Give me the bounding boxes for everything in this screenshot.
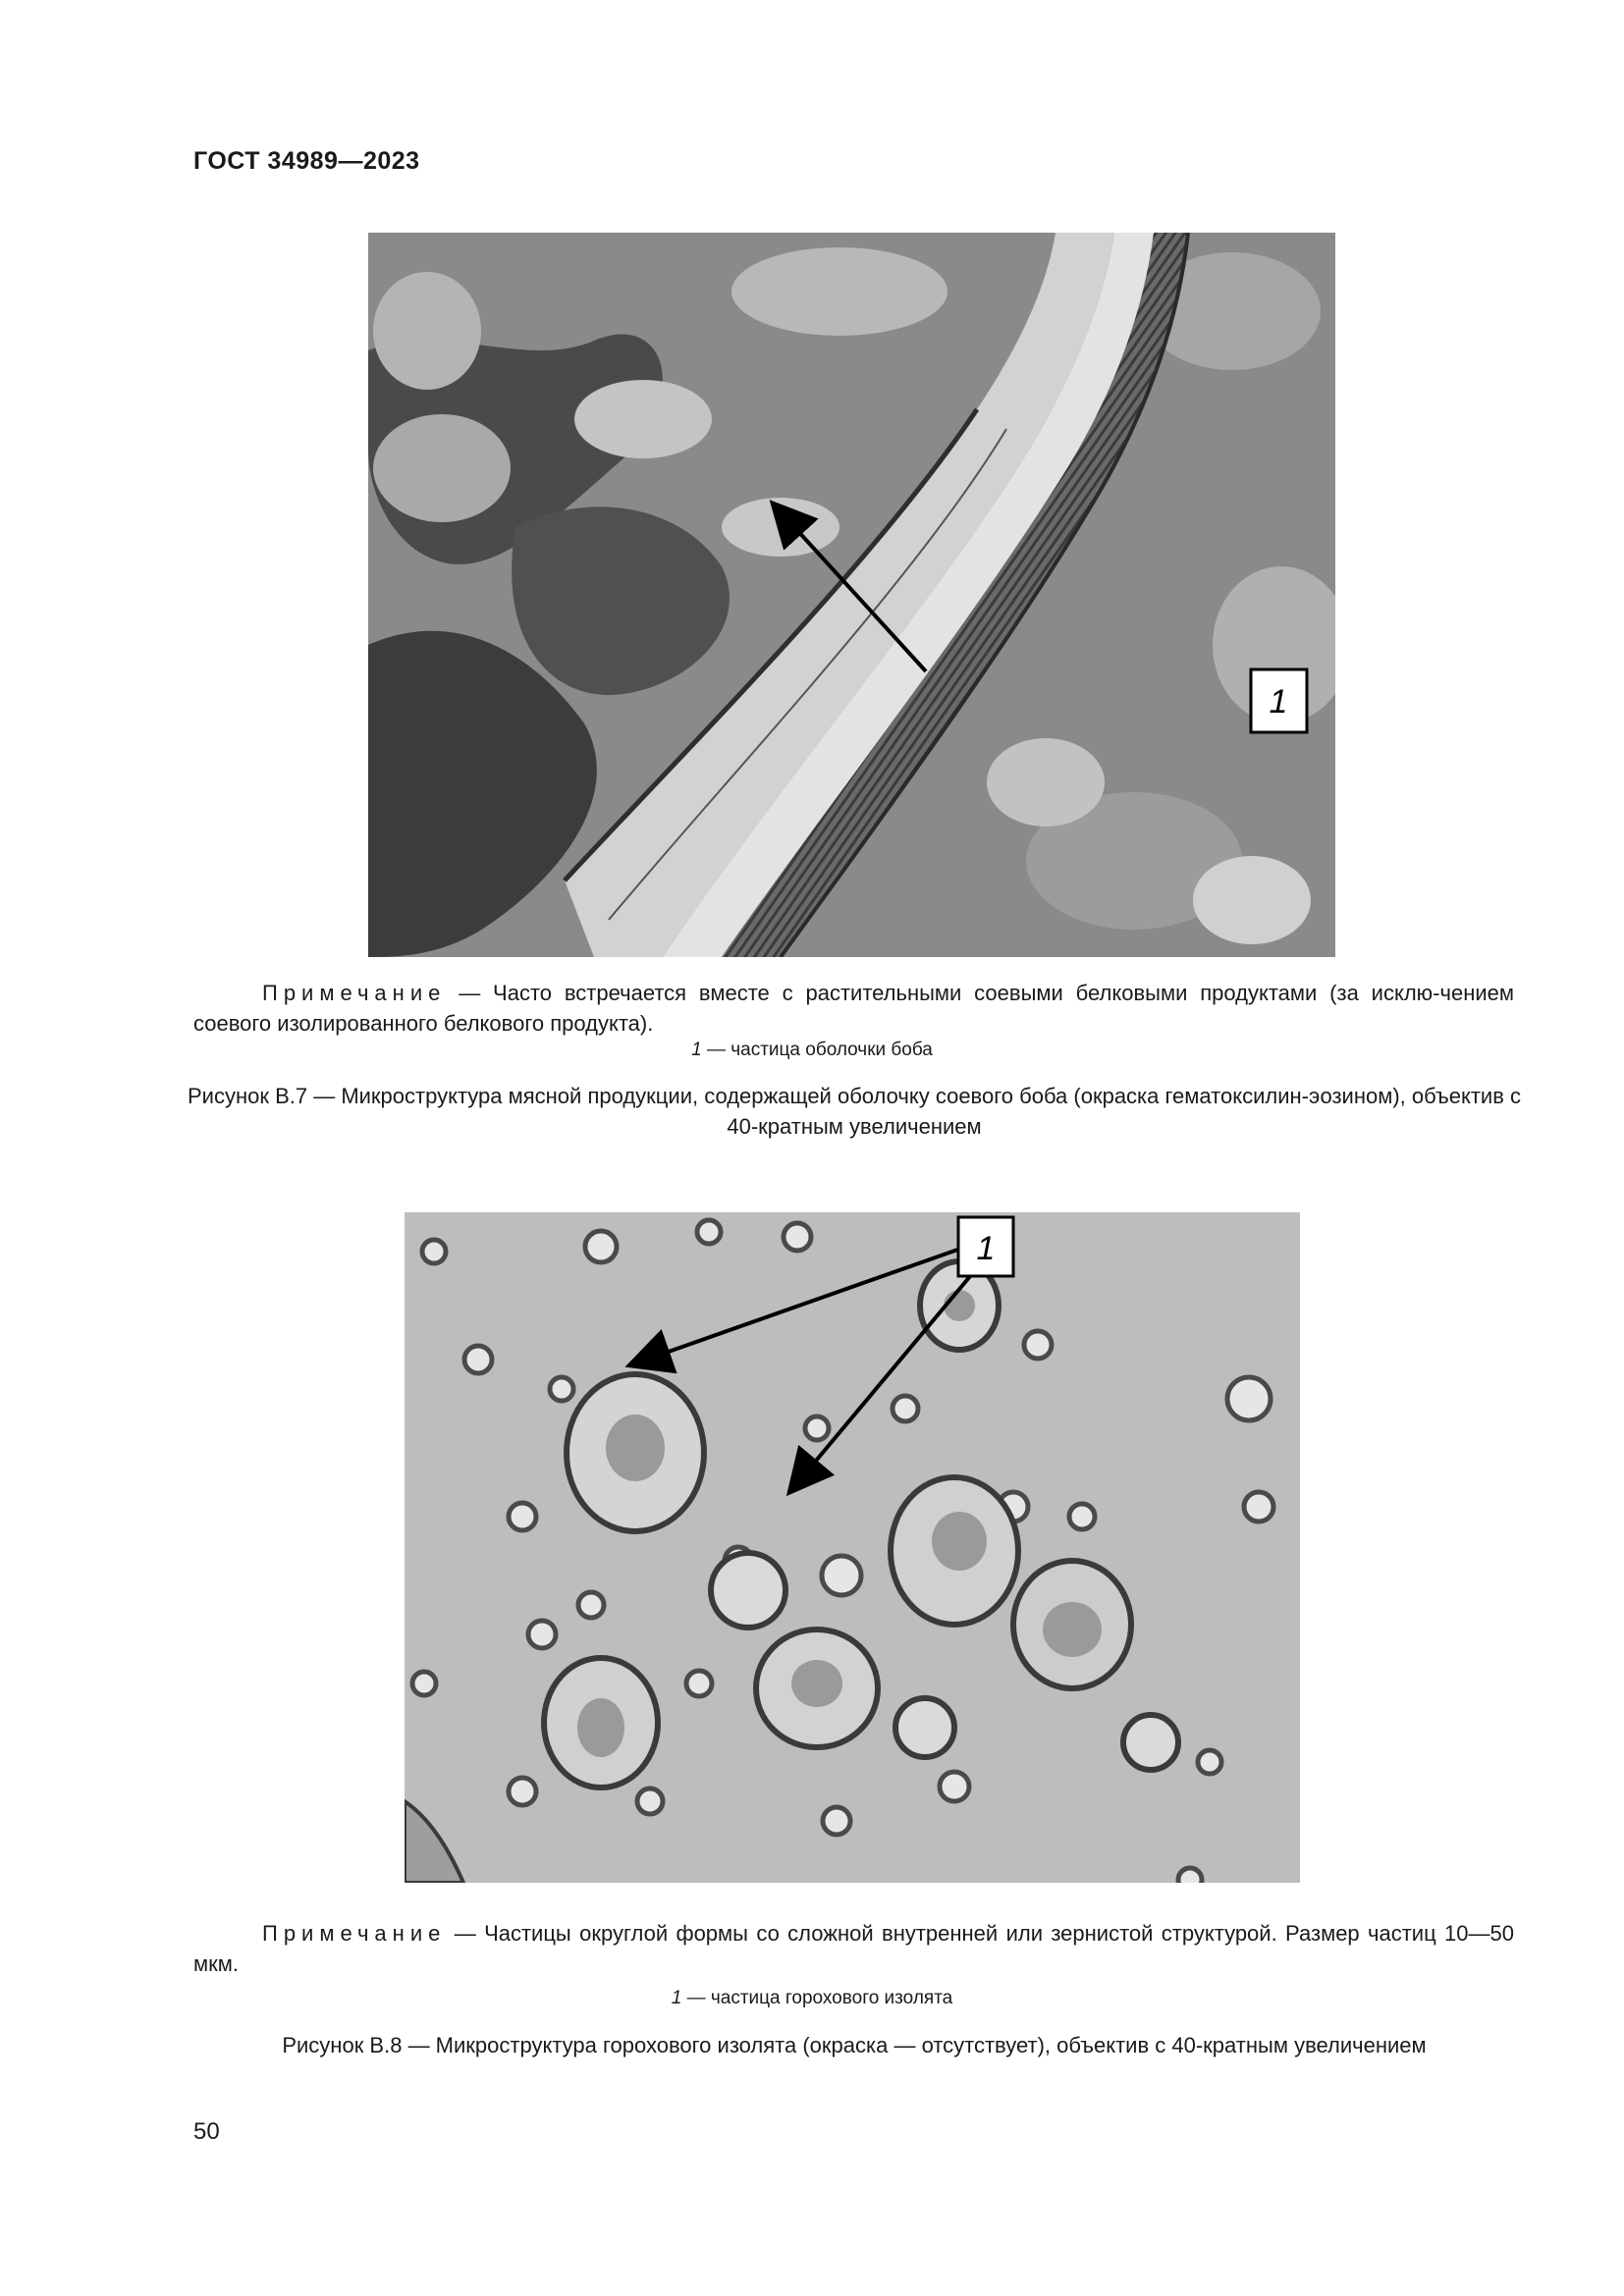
legend-number: 1 [671, 1988, 682, 2008]
figure-b7-caption: Рисунок В.7 — Микроструктура мясной продукции, содержащей оболочку соевого боба (окраска гематоксилин-эозином), объектив с 40-кратным увеличением [187, 1084, 1522, 1139]
micrograph-soy-bean-hull [368, 233, 1335, 957]
figure-b8-legend [0, 1988, 1624, 2009]
legend-number: 1 [691, 1040, 702, 1060]
document-header: ГОСТ 34989—2023 [193, 147, 420, 175]
note-text: — Часто встречается вместе с растительными соевыми белковыми продуктами (за исклю-чением соевого изолированного белкового продукта). [193, 981, 1514, 1036]
note-label: Примечание [262, 981, 447, 1005]
figure-b7-legend [0, 1040, 1624, 1061]
callout-label: 1 [976, 1230, 996, 1267]
note-label: Примечание [262, 1921, 447, 1946]
micrograph-pea-isolate [405, 1212, 1300, 1883]
legend-text: — частица горохового изолята [681, 1988, 953, 2008]
figure-b7-note [193, 978, 1514, 1039]
note-text: — Частицы округлой формы со сложной внутренней или зернистой структурой. Размер частиц 10—50 мкм. [193, 1921, 1514, 1976]
legend-text: — частица оболочки боба [701, 1040, 933, 1060]
page-number: 50 [193, 2118, 220, 2145]
figure-b8-caption: Рисунок В.8 — Микроструктура горохового изолята (окраска — отсутствует), объектив с 40-кратным увеличением [282, 2033, 1427, 2057]
callout-label: 1 [1269, 683, 1288, 721]
figure-b8-note [193, 1918, 1514, 1979]
